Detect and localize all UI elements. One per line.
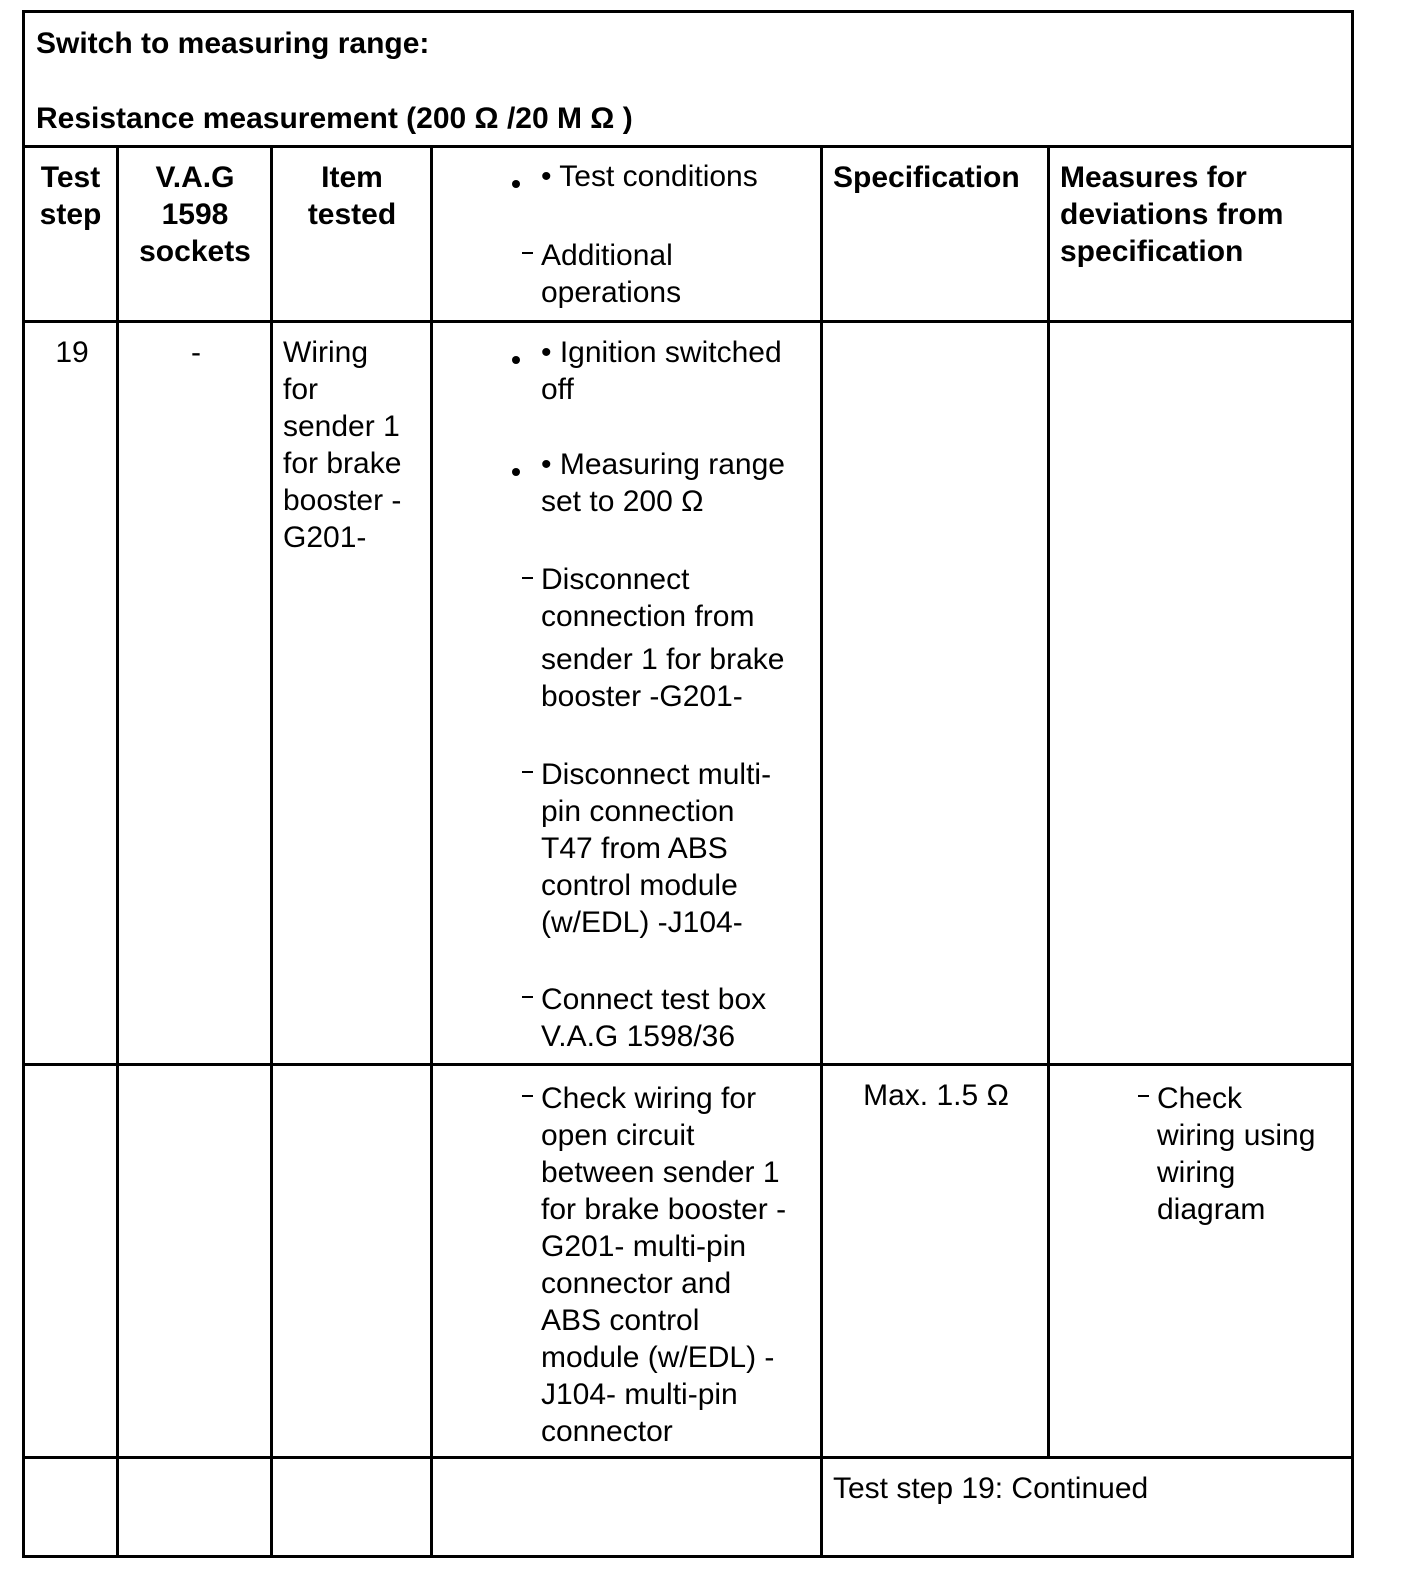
header-test-step: Test step [39, 161, 102, 231]
header-additional-operations: Additional operations [541, 239, 682, 309]
continued-note: Test step 19: Continued [833, 1472, 1149, 1505]
column-divider-5 [1047, 145, 1050, 1456]
row1-sockets: - [191, 336, 201, 369]
dash-icon [522, 1095, 533, 1097]
header-specification: Specification [833, 161, 1020, 194]
dash-icon [522, 996, 533, 998]
header-test-conditions: • Test conditions [541, 160, 758, 193]
test-table [22, 10, 1354, 1558]
dash-icon [1138, 1095, 1149, 1097]
dash-icon [522, 577, 533, 579]
row1-test-step: 19 [55, 336, 89, 369]
row1-item-tested: Wiring for sender 1 for brake booster - G201- [283, 336, 402, 554]
condition-ignition-off: • Ignition switched off [541, 336, 782, 406]
header-measures: Measures for deviations from specification [1060, 161, 1284, 268]
operation-disconnect-multipin: Disconnect multi- pin connection T47 from ABS control module (w/EDL) -J104- [541, 758, 772, 939]
switch-range-title: Switch to measuring range: [36, 27, 430, 60]
column-divider-4 [820, 145, 823, 1555]
resistance-measurement-title: Resistance measurement (200 Ω /20 M Ω ) [36, 102, 633, 135]
operation-connect-test-box: Connect test box V.A.G 1598/36 [541, 983, 767, 1053]
header-vag-sockets: V.A.G 1598 sockets [139, 161, 251, 268]
dash-icon [522, 771, 533, 773]
bullet-icon [512, 180, 520, 188]
row2-divider [25, 1456, 1351, 1459]
header-divider [25, 320, 1351, 323]
specification-value: Max. 1.5 Ω [863, 1079, 1009, 1112]
dash-icon [522, 252, 533, 254]
measure-check-wiring-diagram: Check wiring using wiring diagram [1157, 1082, 1316, 1226]
header-item-tested: Item tested [307, 161, 397, 231]
bullet-icon [512, 468, 520, 476]
row1-divider [25, 1063, 1351, 1066]
column-divider-3 [430, 145, 433, 1555]
title-divider [25, 145, 1351, 148]
condition-measuring-range: • Measuring range set to 200 Ω [541, 448, 785, 518]
operation-check-wiring: Check wiring for open circuit between sender 1 for brake booster - G201- multi-pin connector and ABS control module (w/EDL) - J104- multi-pin connector [541, 1082, 787, 1448]
bullet-icon [512, 356, 520, 364]
operation-disconnect-sender: Disconnect connection from sender 1 for brake booster -G201- [541, 563, 785, 713]
